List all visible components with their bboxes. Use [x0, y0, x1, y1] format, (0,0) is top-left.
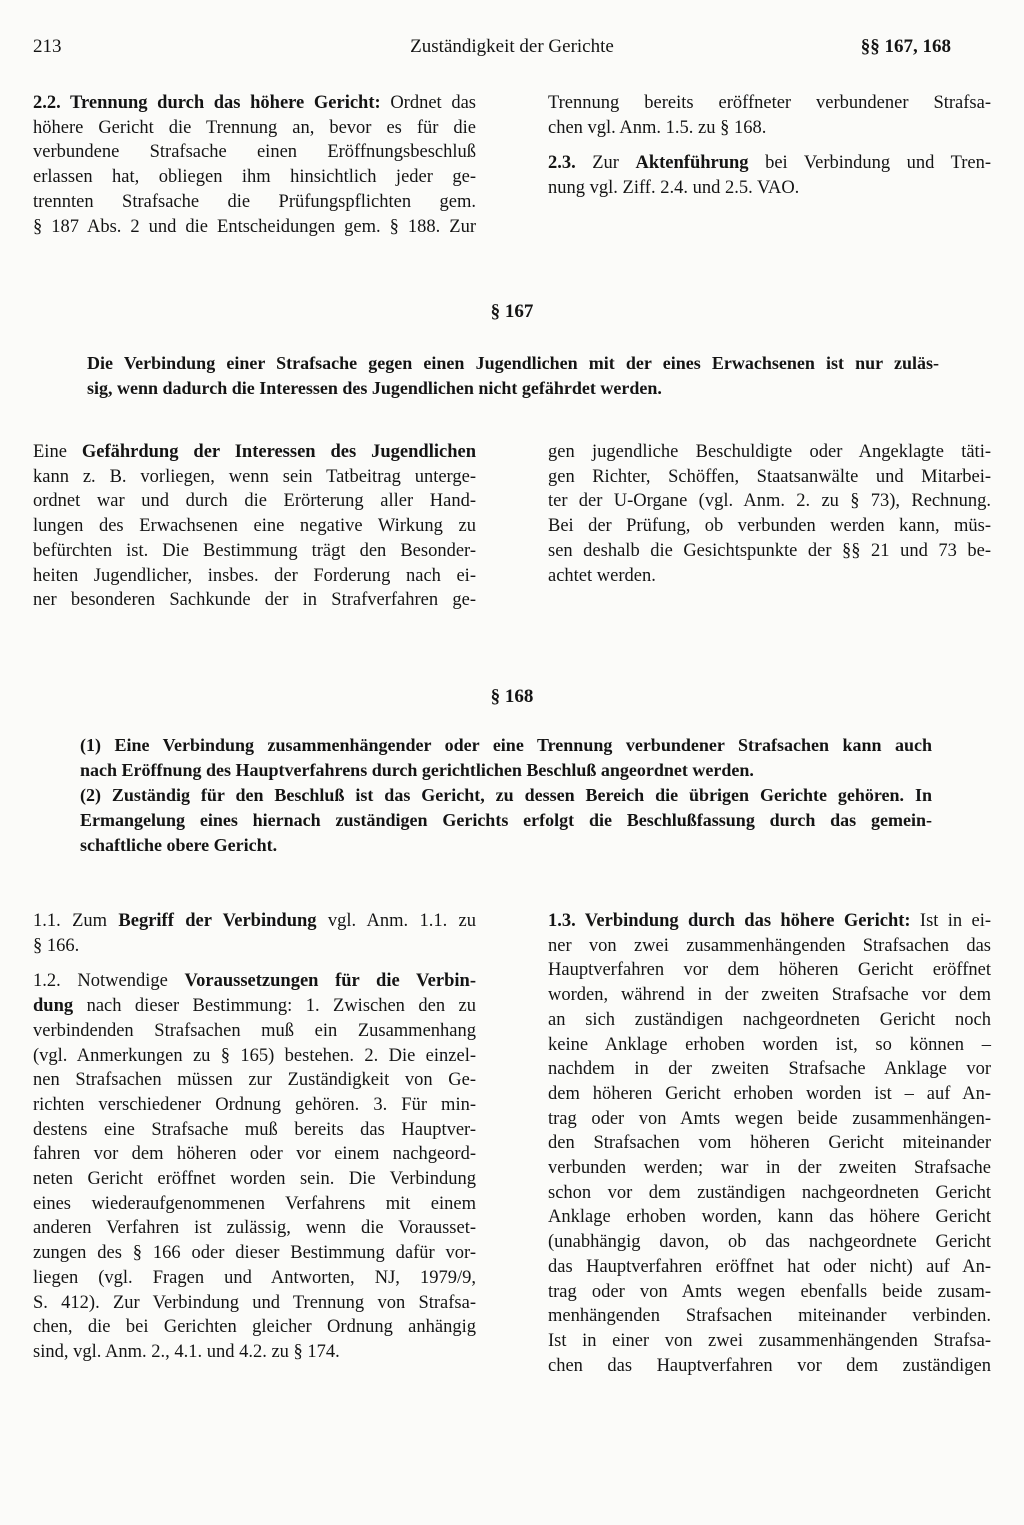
text-line: dem höheren Gericht erhoben worden ist – auf An-	[548, 1083, 991, 1104]
text-line: kann z. B. vorliegen, wenn sein Tatbeitrag unterge-	[33, 466, 476, 487]
text-line: den Strafsachen vom höheren Gericht miteinander	[548, 1133, 991, 1154]
text-line: verbunden werden; war in der zweiten Strafsache	[548, 1158, 991, 1179]
text-line: verbindenden Strafsachen muß ein Zusammenhang	[33, 1020, 476, 1041]
section-range: §§ 167, 168	[860, 36, 951, 57]
text-line: nung vgl. Ziff. 2.4. und 2.5. VAO.	[548, 178, 800, 199]
text-line: neten Gericht eröffnet worden sein. Die Verbindung	[33, 1169, 476, 1190]
paragraph-continuation	[548, 91, 991, 140]
running-title: Zuständigkeit der Gerichte	[410, 36, 614, 57]
paragraph-1-1: 1.1. Zum Begriff der Verbindung vgl. Anm. 1.1. zu § 166.	[33, 909, 476, 958]
text-line: § 187 Abs. 2 und die Entscheidungen gem. § 188. Zur	[33, 216, 476, 237]
text-line: trennten Strafsache die Prüfungspflichten gem.	[33, 191, 476, 212]
text-line: keine Anklage erhoben worden ist, so können –	[548, 1034, 991, 1055]
text-line: gen jugendliche Beschuldigte oder Angeklagte täti-	[548, 442, 991, 462]
text-line: Anklage erhoben worden, kann das höhere Gericht	[548, 1207, 991, 1228]
text-line: ner von zwei zusammenhängenden Strafsachen das	[548, 935, 991, 956]
text-line: Ist in einer von zwei zusammenhängenden Strafsa-	[548, 1330, 991, 1351]
law-line: (2) Zuständig für den Beschluß ist das Gericht, zu dessen Bereich die übrigen Gerichte gehören. In	[80, 785, 932, 805]
paragraph-1-3: 1.3. Verbindung durch das höhere Gericht: Ist in ei- ner von zwei zusammenhängenden Strafsachen das Hauptverfahren vor dem höheren Gericht eröffnet worden, während in der zweiten Strafsache vor dem an sich zuständigen nachgeordneten Gericht noch keine Anklage erhoben worden ist, so können – nachdem in der zweiten Strafsache Anklage vor dem höheren Gericht erhoben worden ist – auf An- trag oder von Amts wegen beide zusammenhängen- den Strafsachen vom höheren Gericht miteinander verbunden werden; war in der zweiten Strafsache schon vor dem zuständigen nachgeordneten Gericht Anklage erhoben worden, kann das höhere Gericht (unabhängig davon, ob das nachgeordnete Gericht das Hauptverfahren eröffnet hat oder nicht) auf An- trag oder von Amts wegen ebenfalls beide zusam- menhängenden Strafsachen miteinander verbinden. Ist in einer von zwei zusammenhängenden Strafsa- chen das Hauptverfahren vor dem zuständigen	[548, 909, 991, 1378]
law-line: (1) Eine Verbindung zusammenhängender oder eine Trennung verbundener Strafsachen kann auch	[80, 735, 932, 755]
text-line: trag oder von Amts wegen ebenfalls beide zusam-	[548, 1281, 991, 1302]
text-line: an sich zuständigen nachgeordneten Gericht noch	[548, 1009, 991, 1030]
text-line: sind, vgl. Anm. 2., 4.1. und 4.2. zu § 174.	[33, 1341, 340, 1362]
text-line: liegen (vgl. Fragen und Antworten, NJ, 1979/9,	[33, 1267, 476, 1288]
text-line: chen, die bei Gerichten gleicher Ordnung anhängig	[33, 1317, 476, 1338]
commentary-168	[33, 909, 991, 1389]
text-line: eines wiederaufgenommenen Verfahrens mit einem	[33, 1193, 476, 1214]
commentary-167-right	[548, 440, 991, 624]
paragraph-2-2: 2.2. Trennung durch das höhere Gericht: Ordnet das höhere Gericht die Trennung an, bevor es für die verbundene Strafsache einen Eröffnungsbeschluß erlassen hat, obliegen ihm hinsichtlich jeder ge- trennten Strafsache die Prüfungspflichten gem. § 187 Abs. 2 und die Entscheidungen gem. § 188. Zur	[33, 91, 476, 239]
text-line: ordnet war und durch die Erörterung aller Hand-	[33, 491, 476, 512]
commentary-168-left	[33, 909, 476, 1389]
text-line: nachdem in der zweiten Strafsache Anklage vor	[548, 1059, 991, 1080]
text-line: chen das Hauptverfahren vor dem zuständigen	[548, 1355, 991, 1376]
text-line: ter der U-Organe (vgl. Anm. 2. zu § 73), Rechnung.	[548, 491, 991, 512]
law-line: nach Eröffnung des Hauptverfahrens durch gerichtlichen Beschluß angeordnet werden.	[80, 760, 754, 780]
commentary-167	[33, 440, 991, 624]
text-line: schon vor dem zuständigen nachgeordneten Gericht	[548, 1182, 991, 1203]
text-line: Hauptverfahren vor dem höheren Gericht eröffnet	[548, 960, 991, 981]
text-line: zungen des § 166 oder dieser Bestimmung dafür vor-	[33, 1243, 476, 1264]
section-heading-168: § 168	[490, 686, 534, 707]
top-right-column	[548, 91, 991, 250]
text-line: S. 412). Zur Verbindung und Trennung von Strafsa-	[33, 1292, 476, 1313]
paragraph-2-3: 2.3. Zur Aktenführung bei Verbindung und Tren- nung vgl. Ziff. 2.4. und 2.5. VAO.	[548, 151, 991, 200]
top-left-column	[33, 91, 476, 250]
text-line: Trennung bereits eröffneter verbundener Strafsa-	[548, 93, 991, 113]
section-heading-167: § 167	[490, 301, 534, 322]
law-line: Ermangelung eines hiernach zuständigen Gerichts erfolgt die Beschlußfassung durch das gemein-	[80, 810, 932, 830]
page-number: 213	[33, 36, 62, 57]
text-line: heiten Jugendlicher, insbes. der Forderung nach ei-	[33, 565, 476, 586]
text-line: trag oder von Amts wegen beide zusammenhängen-	[548, 1108, 991, 1129]
text-line: richten verschiedener Ordnung gehören. 3. Für min-	[33, 1094, 476, 1115]
text-line: chen vgl. Anm. 1.5. zu § 168.	[548, 117, 767, 138]
law-text-167	[87, 351, 939, 401]
text-line: (vgl. Anmerkungen zu § 165) bestehen. 2. Die einzel-	[33, 1045, 476, 1066]
text-line: menhängenden Strafsachen miteinander verbinden.	[548, 1306, 991, 1327]
text-line: verbundene Strafsache einen Eröffnungsbeschluß	[33, 142, 476, 163]
commentary-167-left: Eine Gefährdung der Interessen des Jugendlichen kann z. B. vorliegen, wenn sein Tatbeitrag unterge- ordnet war und durch die Erörterung aller Hand- lungen des Erwachsenen eine negative Wirkung zu befürchten ist. Die Bestimmung trägt den Besonder- heiten Jugendlicher, insbes. der Forderung nach ei- ner besonderen Sachkunde der in Strafverfahren ge-	[33, 440, 476, 624]
text-line: fahren vor dem höheren oder vor einem nachgeord-	[33, 1144, 476, 1165]
document-page	[33, 0, 991, 1525]
top-columns	[33, 91, 991, 250]
text-line: ner besonderen Sachkunde der in Strafverfahren ge-	[33, 590, 476, 611]
text-line: nen Strafsachen müssen zur Zuständigkeit von Ge-	[33, 1070, 476, 1091]
text-line: befürchten ist. Die Bestimmung trägt den Besonder-	[33, 540, 476, 561]
text-line: sen deshalb die Gesichtspunkte der §§ 21 und 73 be-	[548, 540, 991, 561]
law-line: Die Verbindung einer Strafsache gegen einen Jugendlichen mit der eines Erwachsenen ist nur zuläs-	[87, 353, 939, 373]
text-line: das Hauptverfahren eröffnet hat oder nicht) auf An-	[548, 1256, 991, 1277]
text-line: gen Richter, Schöffen, Staatsanwälte und Mitarbei-	[548, 466, 991, 487]
text-line: achtet werden.	[548, 565, 656, 586]
text-line: destens eine Strafsache muß bereits das Hauptver-	[33, 1119, 476, 1140]
page-header	[33, 36, 991, 66]
text-line: höhere Gericht die Trennung an, bevor es für die	[33, 117, 476, 138]
text-line: worden, während in der zweiten Strafsache vor dem	[548, 985, 991, 1006]
text-line: anderen Verfahren ist zulässig, wenn die Vorausset-	[33, 1218, 476, 1239]
text-line: Bei der Prüfung, ob verbunden werden kann, müs-	[548, 516, 991, 537]
text-line: erlassen hat, obliegen ihm hinsichtlich jeder ge-	[33, 167, 476, 188]
paragraph-1-2: 1.2. Notwendige Voraussetzungen für die Verbin- dung nach dieser Bestimmung: 1. Zwischen den zu verbindenden Strafsachen muß ein Zusammenhang (vgl. Anmerkungen zu § 165) bestehen. 2. Die einzel- nen Strafsachen müssen zur Zuständigkeit von Ge- richten verschiedener Ordnung gehören. 3. Für min- destens eine Strafsache muß bereits das Hauptver- fahren vor dem höheren oder vor einem nachgeord- neten Gericht eröffnet worden sein. Die Verbindung eines wiederaufgenommenen Verfahrens mit einem anderen Verfahren ist zulässig, wenn die Vorausset- zungen des § 166 oder dieser Bestimmung dafür vor- liegen (vgl. Fragen und Antworten, NJ, 1979/9, S. 412). Zur Verbindung und Trennung von Strafsa- chen, die bei Gerichten gleicher Ordnung anhängig sind, vgl. Anm. 2., 4.1. und 4.2. zu § 174.	[33, 969, 476, 1364]
text-line: (unabhängig davon, ob das nachgeordnete Gericht	[548, 1232, 991, 1253]
law-line: sig, wenn dadurch die Interessen des Jugendlichen nicht gefährdet werden.	[87, 378, 662, 398]
commentary-168-right	[548, 909, 991, 1389]
law-text-168	[80, 733, 932, 858]
law-line: schaftliche obere Gericht.	[80, 835, 278, 855]
text-line: lungen des Erwachsenen eine negative Wirkung zu	[33, 516, 476, 537]
text-line: § 166.	[33, 935, 80, 956]
